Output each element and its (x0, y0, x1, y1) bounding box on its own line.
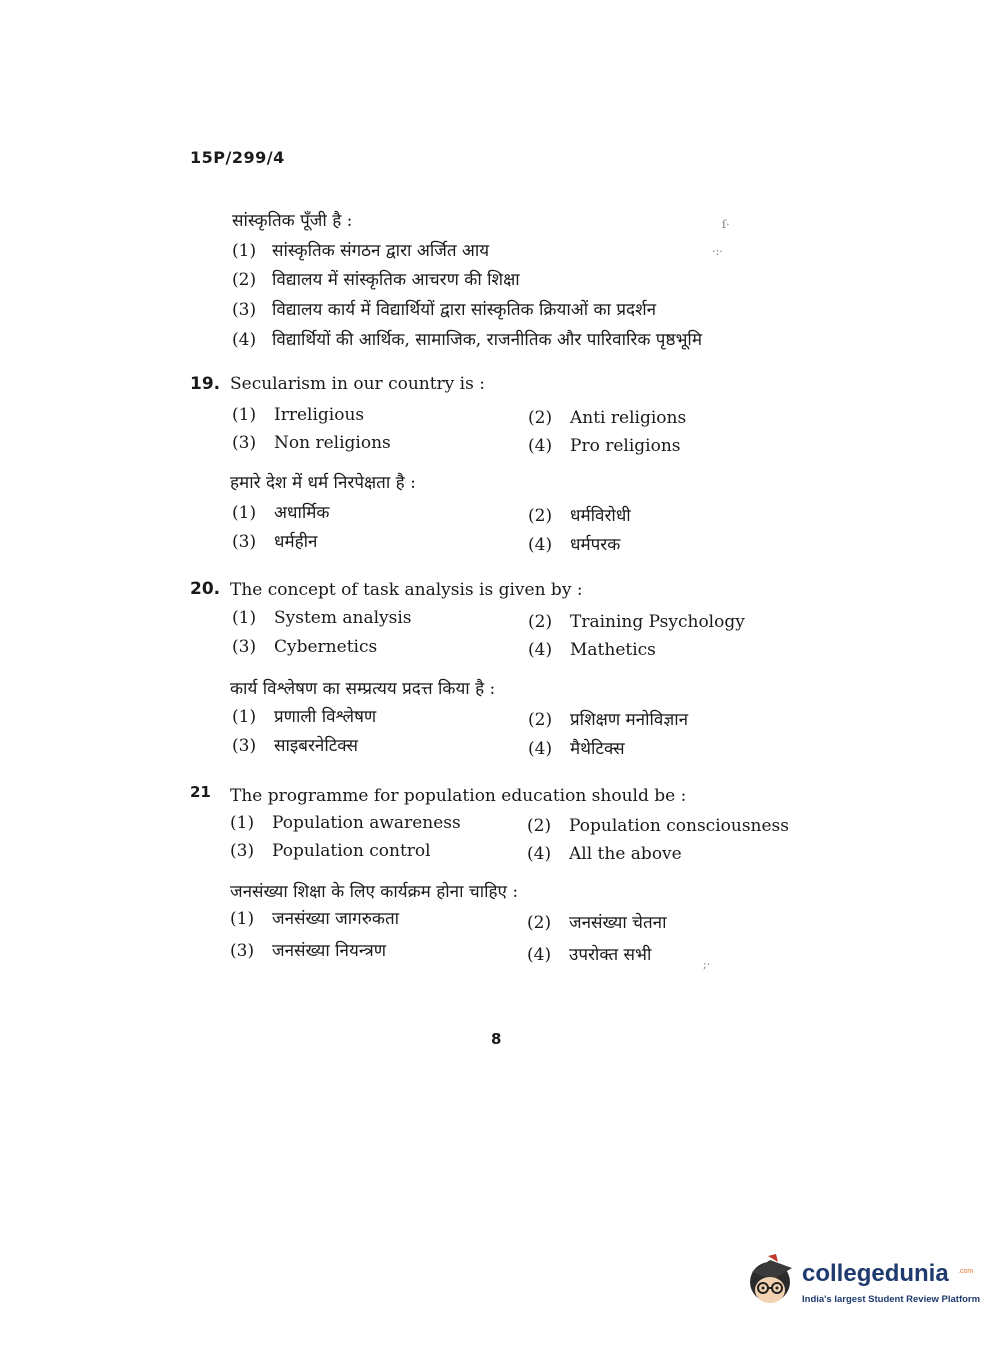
option-en: (1) Population awareness (230, 813, 461, 833)
option-hi: (3) जनसंख्या नियन्त्रण (230, 941, 387, 961)
brand-name: collegedunia (802, 1260, 949, 1287)
option-en: (2) Anti religions (528, 408, 687, 428)
option-number: (4) (232, 330, 257, 350)
option-hi: (4) उपरोक्त सभी (527, 945, 652, 965)
question-number: 21 (190, 783, 211, 801)
option-en: (1) System analysis (232, 608, 412, 628)
brand-domain-suffix: .com (958, 1268, 974, 1275)
option-hi: (4) धर्मपरक (528, 535, 621, 555)
option-hi: (1) अधार्मिक (232, 503, 330, 523)
option-en: (3) Population control (230, 841, 431, 861)
option-hi: (3) साइबरनेटिक्स (232, 736, 358, 756)
question-stem-en: The programme for population education should be : (230, 786, 687, 806)
q18-hindi-option-3 (232, 297, 656, 320)
option-hi: (1) प्रणाली विश्लेषण (232, 707, 377, 727)
scan-speck: ſ· (722, 218, 730, 231)
option-text: विद्यालय कार्य में विद्यार्थियों द्वारा सांस्कृतिक क्रियाओं का प्रदर्शन (272, 300, 657, 320)
q18-hindi-stem: सांस्कृतिक पूँजी है : (232, 211, 353, 231)
question-number: 20. (190, 579, 221, 599)
option-en: (4) Mathetics (528, 640, 656, 660)
option-text: विद्यालय में सांस्कृतिक आचरण की शिक्षा (272, 270, 520, 290)
option-hi: (2) धर्मविरोधी (528, 506, 631, 526)
option-text: सांस्कृतिक संगठन द्वारा अर्जित आय (272, 241, 490, 261)
option-en: (2) Training Psychology (528, 612, 745, 632)
option-en: (3) Non religions (232, 433, 391, 453)
q18-hindi-option-2 (232, 267, 520, 290)
page-code: 15P/299/4 (190, 148, 285, 167)
option-en: (4) Pro religions (528, 436, 681, 456)
option-en: (4) All the above (527, 844, 682, 864)
scan-speck: ·:· (712, 245, 723, 258)
question-stem-en: Secularism in our country is : (230, 374, 485, 394)
option-hi: (3) धर्महीन (232, 532, 318, 552)
option-number: (3) (232, 300, 257, 320)
brand-tagline: India's largest Student Review Platform (802, 1294, 981, 1305)
page-number: 8 (491, 1030, 502, 1048)
option-number: (1) (232, 241, 257, 261)
question-stem-hi: जनसंख्या शिक्षा के लिए कार्यक्रम होना चाहिए : (230, 882, 519, 902)
q18-hindi-option-4 (232, 327, 702, 350)
option-text: विद्यार्थियों की आर्थिक, सामाजिक, राजनीतिक और पारिवारिक पृष्ठभूमि (272, 330, 702, 350)
question-stem-en: The concept of task analysis is given by : (230, 580, 583, 600)
option-en: (3) Cybernetics (232, 637, 378, 657)
collegedunia-logo (742, 1250, 981, 1312)
option-en: (1) Irreligious (232, 405, 365, 425)
option-hi: (2) जनसंख्या चेतना (527, 913, 667, 933)
question-stem-hi: हमारे देश में धर्म निरपेक्षता है : (230, 473, 416, 493)
option-en: (2) Population consciousness (527, 816, 789, 836)
question-number: 19. (190, 374, 221, 394)
option-number: (2) (232, 270, 257, 290)
scan-speck: ;· (703, 958, 711, 971)
option-hi: (2) प्रशिक्षण मनोविज्ञान (528, 710, 689, 730)
q18-hindi-option-1 (232, 238, 489, 261)
mascot-icon (742, 1250, 800, 1312)
question-stem-hi: कार्य विश्लेषण का सम्प्रत्यय प्रदत्त किया है : (230, 679, 496, 699)
option-hi: (1) जनसंख्या जागरुकता (230, 909, 400, 929)
option-hi: (4) मैथेटिक्स (528, 739, 625, 759)
